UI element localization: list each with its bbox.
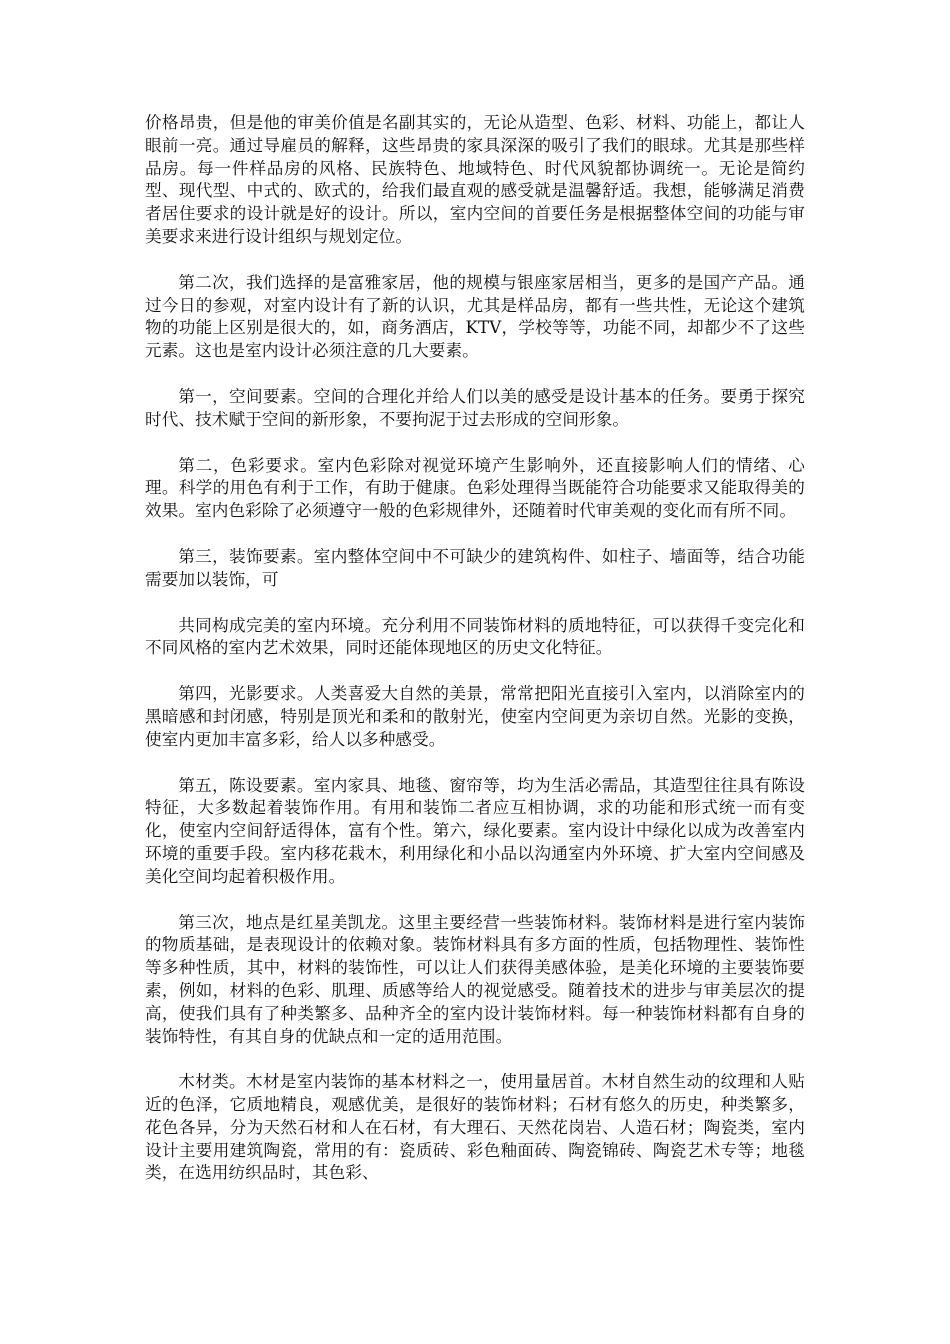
- paragraph-color-requirement: 第二，色彩要求。室内色彩除对视觉环境产生影响外，还直接影响人们的情绪、心理。科学的用色有利于工作，有助于健康。色彩处理得当既能符合功能要求又能取得美的效果。室内色彩除了必须遵守一般的色彩规律外，还随着时代审美观的变化而有所不同。: [145, 455, 805, 521]
- paragraph-space-element: 第一，空间要素。空间的合理化并给人们以美的感受是设计基本的任务。要勇于探究时代、技术赋于空间的新形象，不要拘泥于过去形成的空间形象。: [145, 386, 805, 429]
- paragraph-light-requirement: 第四，光影要求。人类喜爱大自然的美景，常常把阳光直接引入室内，以消除室内的黑暗感和封闭感，特别是顶光和柔和的散射光，使室内空间更为亲切自然。光影的变换，使室内更加丰富多彩，给人以多种感受。: [145, 684, 805, 749]
- paragraph-third-visit: 第三次，地点是红星美凯龙。这里主要经营一些装饰材料。装饰材料是进行室内装饰的物质基础，是表现设计的依赖对象。装饰材料具有多方面的性质，包括物理性、装饰性等多种性质，其中，材料的装饰性，可以让人们获得美感体验，是美化环境的主要装饰要素，例如，材料的色彩、肌理、质感等给人的视觉感受。随着技术的进步与审美层次的提高，使我们具有了种类繁多、品种齐全的室内设计装饰材料。每一种装饰材料都有自身的装饰特性，有其自身的优缺点和一定的适用范围。: [145, 912, 805, 1046]
- paragraph-wood-materials: 木材类。木材是室内装饰的基本材料之一，使用量居首。木材自然生动的纹理和人贴近的色泽，它质地精良，观感优美，是很好的装饰材料；石材有悠久的历史，种类繁多，花色各异，分为天然石材和人在石材，有大理石、天然花岗岩、人造石材；陶瓷类，室内设计主要用建筑陶瓷，常用的有：瓷质砖、彩色釉面砖、陶瓷锦砖、陶瓷艺术专等；地毯类，在选用纺织品时，其色彩、: [145, 1072, 805, 1183]
- paragraph-decoration-element: 第三，装饰要素。室内整体空间中不可缺少的建筑构件、如柱子、墙面等，结合功能需要加以装饰，可: [145, 546, 805, 589]
- paragraph-second-visit: 第二次，我们选择的是富雅家居，他的规模与银座家居相当，更多的是国产产品。通过今日的参观，对室内设计有了新的认识，尤其是样品房，都有一些共性，无论这个建筑物的功能上区别是很大的，如，商务酒店，KTV，学校等等，功能不同，却都少不了这些元素。这也是室内设计必须注意的几大要素。: [145, 272, 805, 361]
- paragraph-decoration-continued: 共同构成完美的室内环境。充分利用不同装饰材料的质地特征，可以获得千变完化和不同风格的室内艺术效果，同时还能体现地区的历史文化特征。: [145, 615, 805, 658]
- document-body: [145, 112, 805, 1208]
- paragraph-furnishing-element: 第五，陈设要素。室内家具、地毯、窗帘等，均为生活必需品，其造型往往具有陈设特征，大多数起着装饰作用。有用和装饰二者应互相协调，求的功能和形式统一而有变化，使室内空间舒适得体，富有个性。第六，绿化要素。室内设计中绿化以成为改善室内环境的重要手段。室内移花栽木，利用绿化和小品以沟通室内外环境、扩大室内空间感及美化空间均起着积极作用。: [145, 775, 805, 886]
- paragraph-intro-continuation: 价格昂贵，但是他的审美价值是名副其实的，无论从造型、色彩、材料、功能上，都让人眼前一亮。通过导雇员的解释，这些昂贵的家具深深的吸引了我们的眼球。尤其是那些样品房。每一件样品房的风格、民族特色、地域特色、时代风貌都协调统一。无论是简约型、现代型、中式的、欧式的，给我们最直观的感受就是温馨舒适。我想，能够满足消费者居住要求的设计就是好的设计。所以，室内空间的首要任务是根据整体空间的功能与审美要求来进行设计组织与规划定位。: [145, 113, 805, 246]
